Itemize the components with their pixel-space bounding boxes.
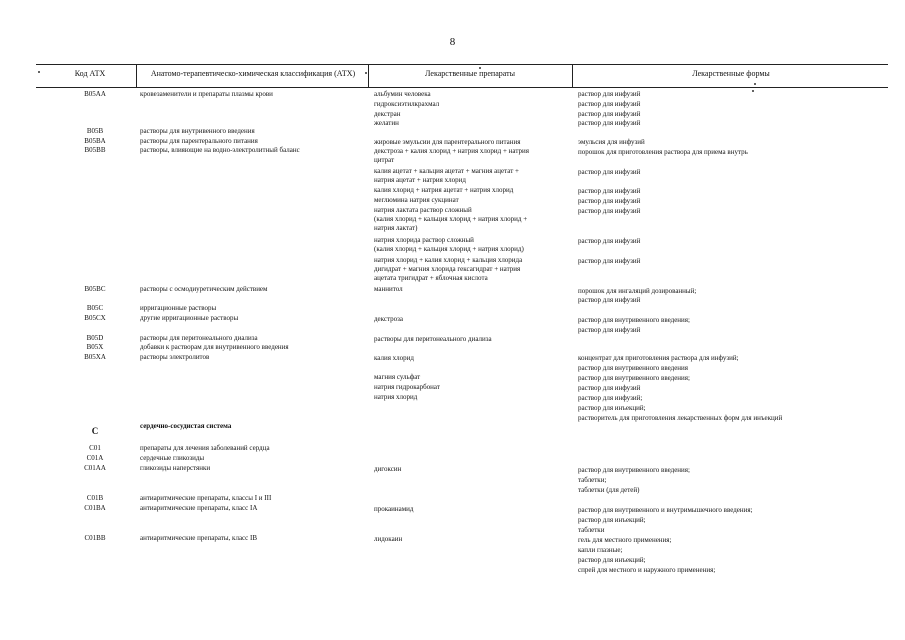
atc-code: B05X	[86, 343, 104, 351]
dosage-form: раствор для инфузий	[578, 237, 641, 245]
dosage-form: раствор для инфузий;	[578, 394, 643, 402]
scan-speck	[479, 67, 481, 69]
scan-speck	[365, 72, 367, 74]
atc-code: B05D	[86, 334, 104, 342]
drug-name: декстроза	[374, 315, 404, 323]
drug-name: натрия лактат)	[374, 224, 418, 232]
dosage-form: порошок для ингаляций дозированный;	[578, 287, 697, 295]
dosage-form: раствор для инфузий	[578, 90, 641, 98]
drug-name: натрия хлорида раствор сложный	[374, 236, 474, 244]
drug-name: ацетата тригидрат + яблочная кислота	[374, 274, 488, 282]
atc-code: B05XA	[84, 353, 106, 361]
dosage-form: раствор для инфузий	[578, 100, 641, 108]
atc-class: растворы электролитов	[140, 353, 210, 361]
header-top-rule	[36, 64, 888, 65]
dosage-form: раствор для инъекций;	[578, 404, 646, 412]
atc-code: B05B	[86, 127, 104, 135]
dosage-form: раствор для инфузий	[578, 296, 641, 304]
drug-name: дигоксин	[374, 465, 402, 473]
atc-code: C01AA	[84, 464, 106, 472]
atc-code: C01	[89, 444, 101, 452]
dosage-form: раствор для внутривенного введения;	[578, 374, 690, 382]
header-drugs: Лекарственные препараты	[425, 69, 515, 78]
drug-name: жировые эмульсии для парентерального питания	[374, 138, 521, 146]
atc-code: C01BA	[84, 504, 106, 512]
atc-code: C01A	[86, 454, 104, 462]
dosage-form: раствор для внутривенного и внутримышечного введения;	[578, 506, 753, 514]
scan-speck	[38, 71, 40, 73]
atc-class: антиаритмические препараты, классы I и III	[140, 494, 272, 502]
drug-name: натрия хлорид + калия хлорид + кальция хлорида	[374, 256, 523, 264]
atc-class: добавки к растворам для внутривенного введения	[140, 343, 289, 351]
atc-class: антиаритмические препараты, класс IA	[140, 504, 258, 512]
drug-name: (калия хлорид + кальция хлорид + натрия хлорид)	[374, 245, 524, 253]
drug-name: растворы для перитонеального диализа	[374, 335, 492, 343]
dosage-form: таблетки;	[578, 476, 607, 484]
drug-name: альбумин человека	[374, 90, 431, 98]
dosage-form: раствор для инфузий	[578, 119, 641, 127]
atc-code: C01B	[86, 494, 104, 502]
atc-class: сердечные гликозиды	[140, 454, 205, 462]
drug-name: натрия ацетат + натрия хлорид	[374, 176, 466, 184]
dosage-form: раствор для инфузий	[578, 187, 641, 195]
drug-name: лидокаин	[374, 535, 403, 543]
dosage-form: капли глазные;	[578, 546, 623, 554]
atc-class: антиаритмические препараты, класс IB	[140, 534, 258, 542]
dosage-form: порошок для приготовления раствора для приема внутрь	[578, 148, 748, 156]
drug-name: натрия лактата раствор сложный	[374, 206, 472, 214]
header-divider-2	[368, 64, 369, 88]
dosage-form: таблетки	[578, 526, 605, 534]
atc-class: растворы, влияющие на водно-электролитный баланс	[140, 146, 300, 154]
drug-name: калия хлорид	[374, 354, 414, 362]
drug-name: декстроза + калия хлорид + натрия хлорид + натрия	[374, 147, 529, 155]
atc-class: сердечно-сосудистая система	[140, 422, 232, 430]
drug-name: маннитол	[374, 285, 403, 293]
dosage-form: раствор для инфузий	[578, 207, 641, 215]
header-divider-1	[136, 64, 137, 88]
atc-class: растворы для парентерального питания	[140, 137, 258, 145]
dosage-form: раствор для инфузий	[578, 168, 641, 176]
dosage-form: раствор для инъекций;	[578, 516, 646, 524]
dosage-form: таблетки (для детей)	[578, 486, 640, 494]
drug-name: калия хлорид + натрия ацетат + натрия хлорид	[374, 186, 514, 194]
drug-name: калия ацетат + кальция ацетат + магния ацетат +	[374, 167, 519, 175]
header-code: Код АТХ	[74, 69, 106, 78]
atc-class: препараты для лечения заболеваний сердца	[140, 444, 270, 452]
dosage-form: концентрат для приготовления раствора для инфузий;	[578, 354, 739, 362]
dosage-form: раствор для внутривенного введения;	[578, 466, 690, 474]
dosage-form: раствор для инъекций;	[578, 556, 646, 564]
dosage-form: раствор для внутривенного введения	[578, 364, 689, 372]
atc-code: C	[91, 426, 99, 436]
atc-code: B05CX	[84, 314, 106, 322]
atc-code: B05BB	[84, 146, 106, 154]
drug-name: желатин	[374, 119, 399, 127]
dosage-form: спрей для местного и наружного применения;	[578, 566, 716, 574]
dosage-form: гель для местного применения;	[578, 536, 672, 544]
header-classification: Анатомо-терапевтическо-химическая классификация (АТХ)	[150, 69, 356, 78]
atc-class: растворы для перитонеального диализа	[140, 334, 258, 342]
dosage-form: раствор для инфузий	[578, 257, 641, 265]
drug-name: натрия гидрокарбонат	[374, 383, 440, 391]
drug-name: магния сульфат	[374, 373, 421, 381]
atc-class: ирригационные растворы	[140, 304, 217, 312]
atc-class: гликозиды наперстянки	[140, 464, 211, 472]
atc-code: B05BA	[84, 137, 106, 145]
atc-class: растворы для внутривенного введения	[140, 127, 255, 135]
dosage-form: раствор для инфузий	[578, 326, 641, 334]
header-bottom-rule	[36, 87, 888, 88]
drug-name: меглюмина натрия сукцинат	[374, 196, 459, 204]
dosage-form: раствор для инфузий	[578, 384, 641, 392]
drug-name: натрия хлорид	[374, 393, 418, 401]
header-forms: Лекарственные формы	[692, 69, 770, 78]
drug-name: гидроксиэтилкрахмал	[374, 100, 440, 108]
drug-name: (калия хлорид + кальция хлорид + натрия хлорид +	[374, 215, 528, 223]
dosage-form: растворитель для приготовления лекарственных форм для инъекций	[578, 414, 783, 422]
atc-code: B05BC	[84, 285, 106, 293]
drug-name: дигидрат + магния хлорида гексагидрат + натрия	[374, 265, 521, 273]
page-number: 8	[449, 36, 456, 48]
drug-name: цитрат	[374, 156, 395, 164]
atc-class: другие ирригационные растворы	[140, 314, 239, 322]
scan-speck	[752, 90, 754, 92]
dosage-form: эмульсия для инфузий	[578, 138, 645, 146]
dosage-form: раствор для внутривенного введения;	[578, 316, 690, 324]
scan-speck	[754, 83, 756, 85]
header-divider-3	[572, 64, 573, 88]
atc-code: B05AA	[84, 90, 106, 98]
atc-class: кровезаменители и препараты плазмы крови	[140, 90, 273, 98]
dosage-form: раствор для инфузий	[578, 110, 641, 118]
drug-name: прокаинамид	[374, 505, 414, 513]
atc-class: растворы с осмодиуретическим действием	[140, 285, 268, 293]
atc-code: B05C	[86, 304, 104, 312]
atc-code: C01BB	[84, 534, 106, 542]
drug-name: декстран	[374, 110, 401, 118]
dosage-form: раствор для инфузий	[578, 197, 641, 205]
